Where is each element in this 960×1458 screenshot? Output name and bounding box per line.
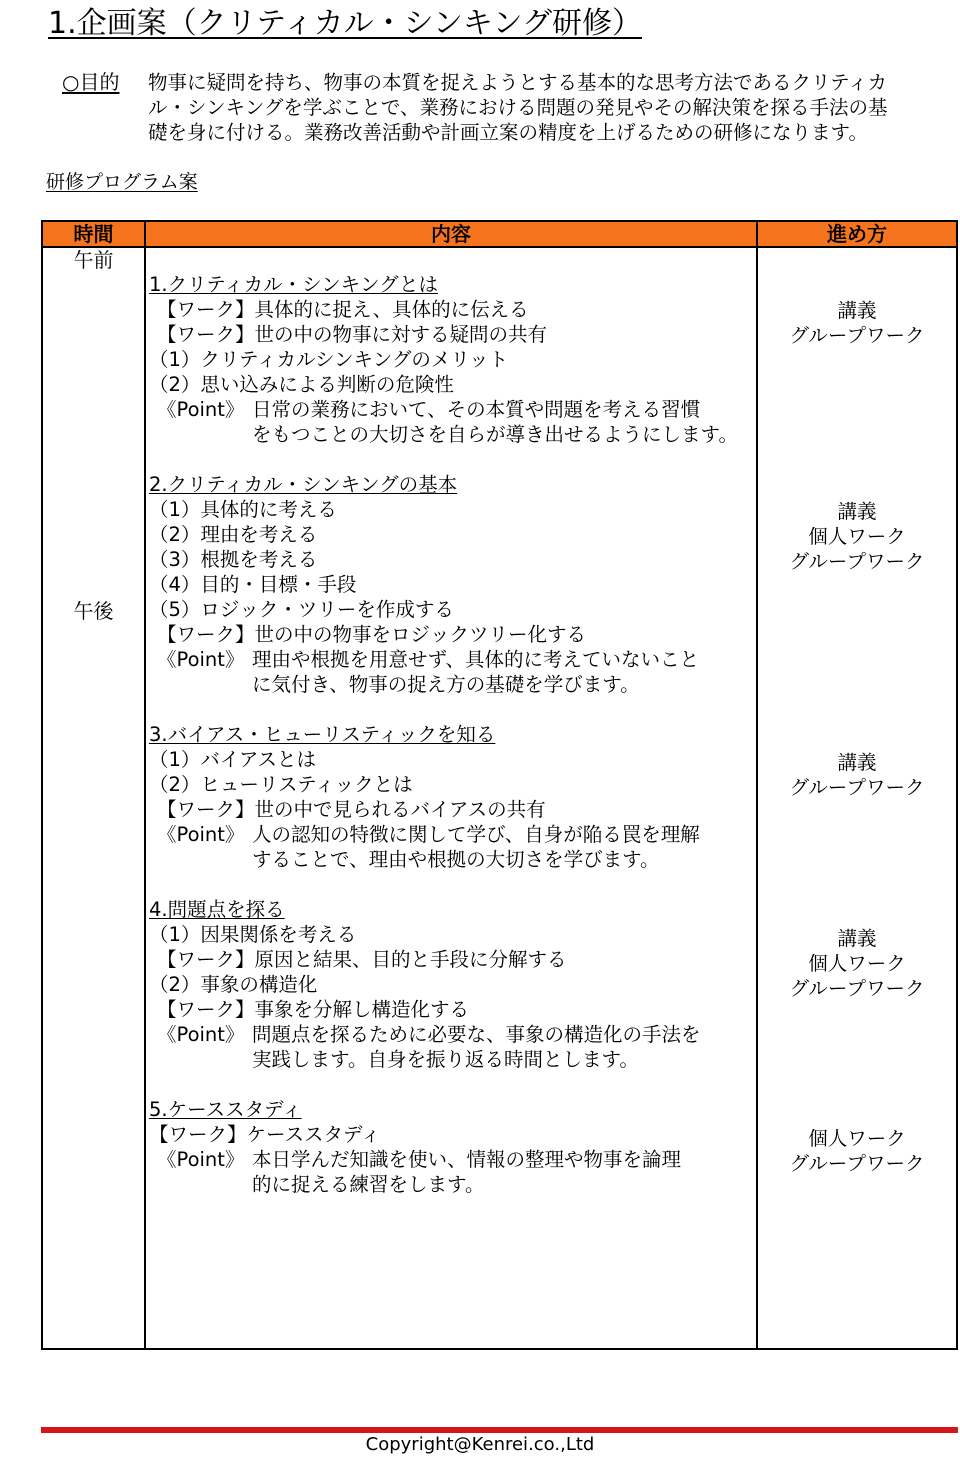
- point-body: [252, 822, 700, 872]
- section-title: 2.クリティカル・シンキングの基本: [149, 473, 458, 496]
- method-item: 講義: [837, 751, 877, 774]
- method-cell-2: [758, 499, 956, 574]
- point-label: 《Point》: [157, 1148, 245, 1171]
- method-item: 個人ワーク: [808, 525, 906, 548]
- section-line: （2）理由を考える: [149, 523, 318, 546]
- point-body: [252, 1147, 681, 1197]
- point-line: 的に捉える練習をします。: [252, 1173, 485, 1196]
- method-item: グループワーク: [789, 324, 925, 347]
- purpose-text: [148, 70, 956, 145]
- section-line: 【ワーク】世の中で見られるバイアスの共有: [157, 798, 546, 821]
- section-2: [149, 472, 754, 697]
- method-cell-4: [758, 926, 956, 1001]
- method-item: グループワーク: [789, 550, 925, 573]
- header-content: 内容: [431, 222, 471, 246]
- method-item: 個人ワーク: [808, 1127, 906, 1150]
- method-item: 講義: [837, 299, 877, 322]
- section-1: [149, 272, 754, 447]
- section-line: （4）目的・目標・手段: [149, 573, 357, 596]
- section-line: （5）ロジック・ツリーを作成する: [149, 598, 454, 621]
- point-line: することで、理由や根拠の大切さを学びます。: [252, 848, 660, 871]
- section-3: [149, 722, 754, 872]
- point-row: [149, 397, 754, 447]
- point-line: 実践します。自身を振り返る時間とします。: [252, 1048, 639, 1071]
- content-column: [149, 272, 754, 1222]
- point-line: 問題点を探るために必要な、事象の構造化の手法を: [252, 1023, 701, 1046]
- point-label: 《Point》: [157, 823, 245, 846]
- method-cell-1: [758, 298, 956, 348]
- page-title: 1.企画案（クリティカル・シンキング研修）: [48, 6, 642, 41]
- section-line: （1）バイアスとは: [149, 748, 317, 771]
- header-time: 時間: [73, 222, 114, 246]
- purpose-label: ○目的: [62, 70, 120, 94]
- section-title: 5.ケーススタディ: [149, 1098, 302, 1121]
- section-line: （1）因果関係を考える: [149, 923, 357, 946]
- section-line: 【ワーク】世の中の物事をロジックツリー化する: [157, 623, 587, 646]
- purpose-line: 礎を身に付ける。業務改善活動や計画立案の精度を上げるための研修になります。: [148, 121, 868, 144]
- point-body: [252, 647, 699, 697]
- method-item: 講義: [837, 500, 877, 523]
- method-cell-3: [758, 750, 956, 800]
- point-line: 理由や根拠を用意せず、具体的に考えていないこと: [252, 648, 699, 671]
- table-header: [43, 222, 956, 248]
- point-line: 人の認知の特徴に関して学び、自身が陥る罠を理解: [252, 823, 700, 846]
- point-line: 本日学んだ知識を使い、情報の整理や物事を論理: [252, 1148, 682, 1171]
- section-line: 【ワーク】事象を分解し構造化する: [157, 998, 470, 1021]
- header-method: 進め方: [827, 222, 887, 246]
- method-cell-5: [758, 1126, 956, 1176]
- point-row: [149, 1147, 754, 1197]
- point-body: [252, 397, 738, 447]
- time-afternoon: 午後: [73, 599, 114, 623]
- point-body: [252, 1022, 701, 1072]
- section-line: （2）ヒューリスティックとは: [149, 773, 413, 796]
- section-line: （2）思い込みによる判断の危険性: [149, 373, 454, 396]
- method-item: 講義: [837, 927, 877, 950]
- point-row: [149, 647, 754, 697]
- point-label: 《Point》: [157, 398, 245, 421]
- method-item: グループワーク: [789, 977, 925, 1000]
- time-morning: 午前: [73, 248, 114, 272]
- section-line: （1）具体的に考える: [149, 498, 337, 521]
- point-line: に気付き、物事の捉え方の基礎を学びます。: [252, 673, 640, 696]
- section-title: 3.バイアス・ヒューリスティックを知る: [149, 723, 496, 746]
- program-table: [41, 220, 958, 1350]
- section-line: 【ワーク】世の中の物事に対する疑問の共有: [157, 323, 548, 346]
- column-divider: [144, 222, 146, 1348]
- section-line: 【ワーク】ケーススタディ: [149, 1123, 381, 1146]
- section-title: 4.問題点を探る: [149, 898, 285, 921]
- section-line: （2）事象の構造化: [149, 973, 318, 996]
- program-label: 研修プログラム案: [46, 171, 198, 193]
- purpose-line: ル・シンキングを学ぶことで、業務における問題の発見やその解決策を探る手法の基: [148, 96, 888, 119]
- method-item: グループワーク: [789, 776, 925, 799]
- section-title: 1.クリティカル・シンキングとは: [149, 273, 438, 296]
- point-line: をもつことの大切さを自らが導き出せるようにします。: [252, 423, 738, 446]
- method-item: 個人ワーク: [808, 952, 906, 975]
- section-line: 【ワーク】原因と結果、目的と手段に分解する: [157, 948, 567, 971]
- point-row: [149, 1022, 754, 1072]
- point-row: [149, 822, 754, 872]
- point-line: 日常の業務において、その本質や問題を考える習慣: [252, 398, 701, 421]
- section-line: （3）根拠を考える: [149, 548, 318, 571]
- section-line: 【ワーク】具体的に捉え、具体的に伝える: [157, 298, 529, 321]
- method-item: グループワーク: [789, 1152, 925, 1175]
- copyright-text: Copyright@Kenrei.co.,Ltd: [365, 1434, 595, 1455]
- section-4: [149, 897, 754, 1072]
- section-line: （1）クリティカルシンキングのメリット: [149, 348, 509, 371]
- point-label: 《Point》: [157, 1023, 245, 1046]
- section-5: [149, 1097, 754, 1197]
- point-label: 《Point》: [157, 648, 245, 671]
- purpose-line: 物事に疑問を持ち、物事の本質を捉えようとする基本的な思考方法であるクリティカ: [148, 71, 888, 94]
